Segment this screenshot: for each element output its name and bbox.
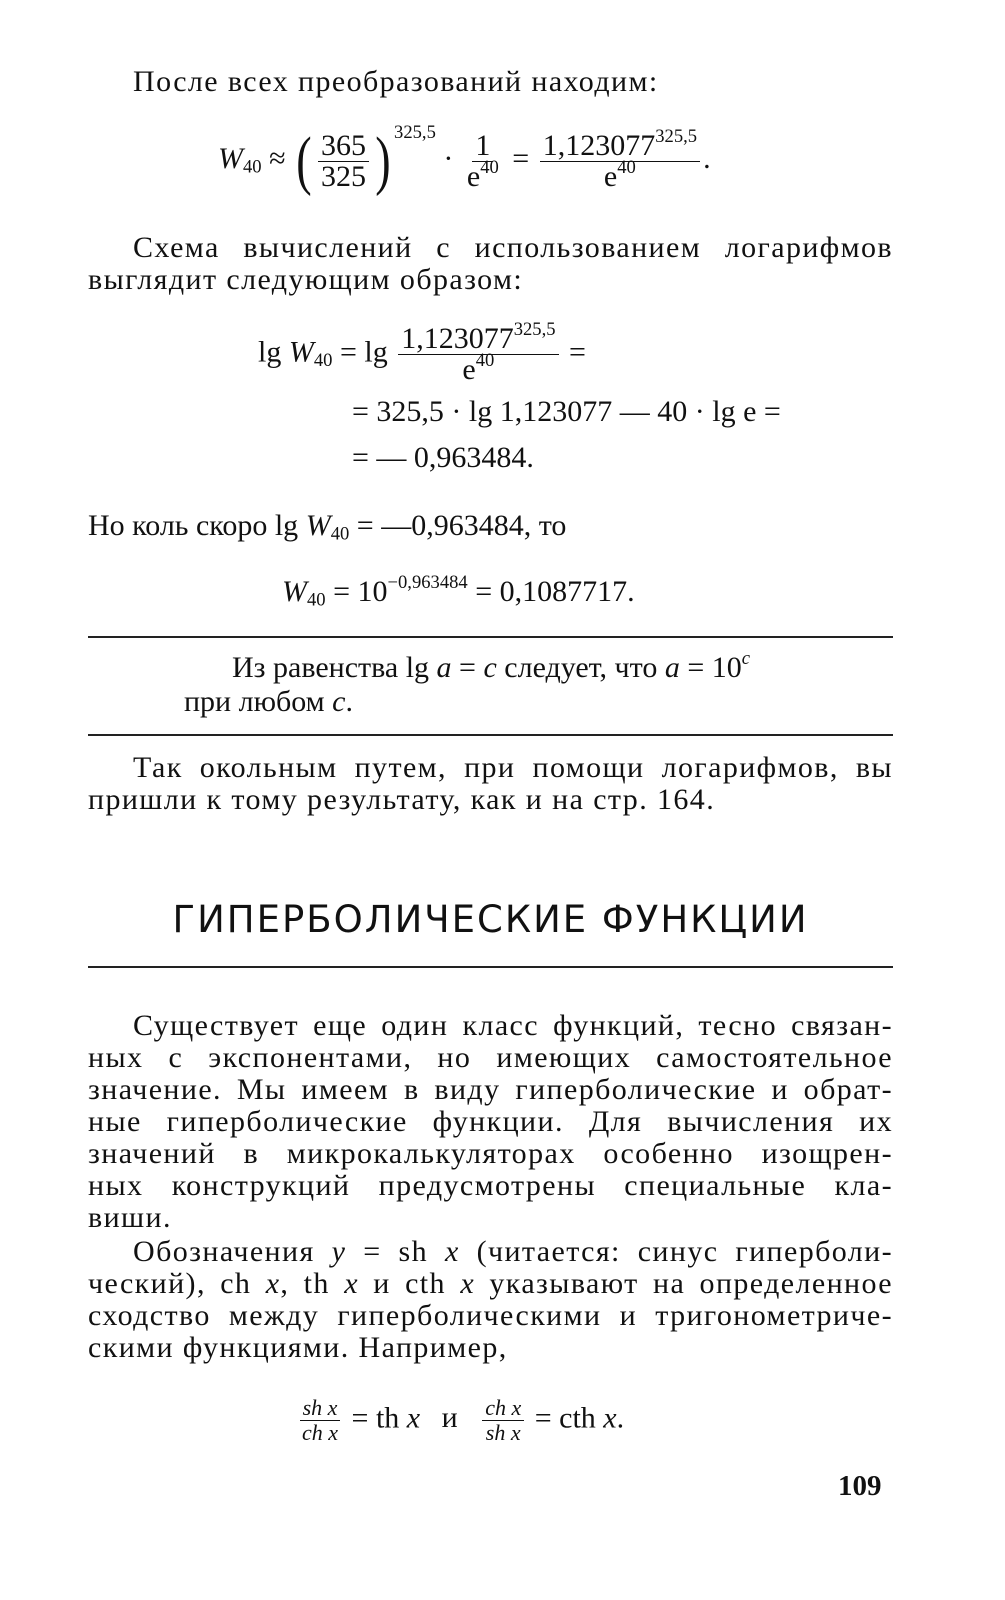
- note-l1-b: =: [451, 651, 484, 684]
- page-number: 109: [838, 1470, 882, 1502]
- note-c-exp: c: [741, 647, 751, 669]
- scheme-line-1: Схема вычислений с использованием логарифмов: [133, 231, 893, 264]
- formula1-exponent: 325,5: [394, 122, 436, 144]
- note-bottom-rule: [88, 734, 893, 736]
- para2-line-1: [88, 1236, 893, 1268]
- formula4-f2-num: ch x: [482, 1396, 524, 1421]
- para2-l1-b: = sh: [346, 1235, 445, 1268]
- para2-line-2: [88, 1268, 893, 1300]
- para2-l2-b: , th: [280, 1267, 345, 1300]
- formula1-f2-den-exp: 40: [480, 156, 499, 178]
- para2-x2: x: [265, 1267, 281, 1300]
- formula4-fraction-2: [482, 1396, 524, 1445]
- conclusion-line-1: Так окольным путем, при помощи логарифмов, вы: [133, 751, 893, 784]
- formula1-approx-sign: ≈: [269, 141, 286, 175]
- scheme-paragraph: [88, 232, 893, 296]
- note-c1: c: [483, 651, 497, 684]
- note-l1-c: следует, что: [496, 651, 665, 684]
- since-line: [88, 509, 567, 545]
- para2-l2-c: и cth: [358, 1267, 461, 1300]
- formula2-fraction: [398, 318, 558, 386]
- note-a2: a: [664, 651, 680, 684]
- formula2-den-exp: 40: [475, 349, 495, 371]
- para2-y: y: [331, 1235, 347, 1268]
- para2-line-3: сходство между гиперболическими и тригонометриче-: [88, 1299, 893, 1332]
- para1-line-1: Существует еще один класс функций, тесно связан-: [133, 1009, 893, 1042]
- formula4-fraction-1: [299, 1396, 341, 1445]
- formula3-w: W: [282, 575, 307, 608]
- formula2-line-3: = — 0,963484.: [352, 441, 534, 474]
- since-pre: Но коль скоро lg: [88, 509, 306, 542]
- formula1-right-paren: ): [375, 124, 391, 197]
- formula3-equals: = 10: [325, 575, 388, 608]
- para1-line-6: ных конструкций предусмотрены специальные кла-: [88, 1169, 893, 1202]
- note-line-1: [232, 647, 751, 684]
- formula1-fraction-1-e40: [464, 128, 502, 193]
- formula1-f2-den: e: [466, 159, 481, 193]
- intro-line: После всех преобразований находим:: [133, 65, 659, 98]
- formula-w40-approx: [218, 122, 711, 197]
- intro-paragraph: [88, 66, 893, 98]
- formula1-left-paren: (: [296, 124, 312, 197]
- hyperbolic-intro-paragraph: [88, 1010, 893, 1234]
- formula4-f1-den: ch x: [302, 1420, 339, 1445]
- formula-lg-w40: [258, 318, 586, 386]
- conclusion-line-2: пришли к тому результату, как и на стр. 164.: [88, 783, 716, 816]
- since-w: W: [305, 509, 331, 542]
- formula1-f3-num-exp: 325,5: [655, 125, 698, 147]
- note-line-2: [184, 686, 353, 718]
- formula1-end: .: [703, 141, 711, 175]
- formula2-lg2: lg: [364, 335, 388, 369]
- formula-sh-ch: [296, 1396, 624, 1445]
- formula4-x1: x: [406, 1401, 421, 1435]
- formula-w40-result: [282, 571, 635, 611]
- formula3-w-sub: 40: [307, 589, 326, 611]
- para2-line-4: скими функциями. Например,: [88, 1331, 508, 1364]
- note-top-rule: [88, 636, 893, 638]
- para1-line-3: значение. Мы имеем в виду гиперболические и обрат-: [88, 1073, 893, 1106]
- formula1-num: 365: [318, 131, 369, 162]
- para2-x1: x: [444, 1235, 460, 1268]
- formula1-w-sub: 40: [243, 156, 262, 178]
- note-c2: c: [332, 685, 346, 718]
- formula1-fraction-main: [540, 125, 700, 193]
- formula2-w: W: [288, 335, 314, 369]
- note-l1-d: = 10: [679, 651, 742, 684]
- formula1-f3-den: e: [603, 159, 618, 193]
- formula1-f3-num: 1,123077: [542, 128, 656, 162]
- formula4-x2: x: [603, 1401, 617, 1435]
- formula3-exponent: −0,963484: [387, 571, 468, 593]
- para1-line-7: виши.: [88, 1201, 172, 1234]
- formula2-equals-end: =: [569, 335, 586, 369]
- formula2-den: e: [462, 353, 476, 386]
- formula1-w: W: [218, 141, 243, 175]
- formula2-equals: =: [339, 335, 357, 369]
- notation-paragraph: [88, 1236, 893, 1364]
- para1-line-4: ные гиперболические функции. Для вычисления их: [88, 1105, 893, 1138]
- para2-l1-c: (читается: синус гиперболи-: [459, 1235, 893, 1268]
- formula1-den: 325: [321, 159, 367, 193]
- formula4-eq2: = cth: [534, 1401, 604, 1435]
- formula3-rest: = 0,1087717.: [467, 575, 635, 608]
- para2-x3: x: [344, 1267, 359, 1300]
- para2-l1-a: Обозначения: [133, 1235, 332, 1268]
- para2-l2-a: ческий), ch: [88, 1267, 266, 1300]
- note-l2-a: при любом: [184, 685, 333, 718]
- since-w-sub: 40: [330, 523, 350, 545]
- formula4-eq1: = th: [351, 1401, 407, 1435]
- since-post: = —0,963484, то: [349, 509, 567, 542]
- conclusion-paragraph: [88, 752, 893, 816]
- scheme-line-2: выглядит следующим образом:: [88, 263, 524, 296]
- heading-rule: [88, 966, 893, 968]
- formula2-lg: lg: [258, 335, 282, 369]
- formula2-num: 1,123077: [401, 322, 514, 355]
- formula4-and: и: [441, 1401, 458, 1435]
- para1-line-2: ных с экспонентами, но имеющих самостоятельное: [88, 1041, 893, 1074]
- note-l1-a: Из равенства lg: [232, 651, 437, 684]
- formula4-f2-den: sh x: [485, 1420, 521, 1445]
- formula1-f3-den-exp: 40: [617, 156, 636, 178]
- formula2-num-exp: 325,5: [513, 318, 556, 340]
- note-a1: a: [436, 651, 452, 684]
- section-heading: ГИПЕРБОЛИЧЕСКИЕ ФУНКЦИИ: [172, 898, 809, 941]
- para1-line-5: значений в микрокалькуляторах особенно изощрен-: [88, 1137, 893, 1170]
- formula2-line-2: = 325,5 · lg 1,123077 — 40 · lg e =: [352, 395, 781, 428]
- note-l2-b: .: [345, 685, 353, 718]
- formula4-end: .: [616, 1401, 625, 1435]
- formula1-f2-num: 1: [472, 131, 493, 162]
- formula1-fraction-365-325: [318, 128, 369, 193]
- formula4-f1-num: sh x: [300, 1396, 341, 1421]
- para2-l2-d: указывают на определенное: [475, 1267, 893, 1300]
- formula2-w-sub: 40: [313, 350, 333, 372]
- para2-x4: x: [460, 1267, 476, 1300]
- formula1-dot: ·: [443, 141, 454, 175]
- formula1-equals: =: [512, 141, 530, 175]
